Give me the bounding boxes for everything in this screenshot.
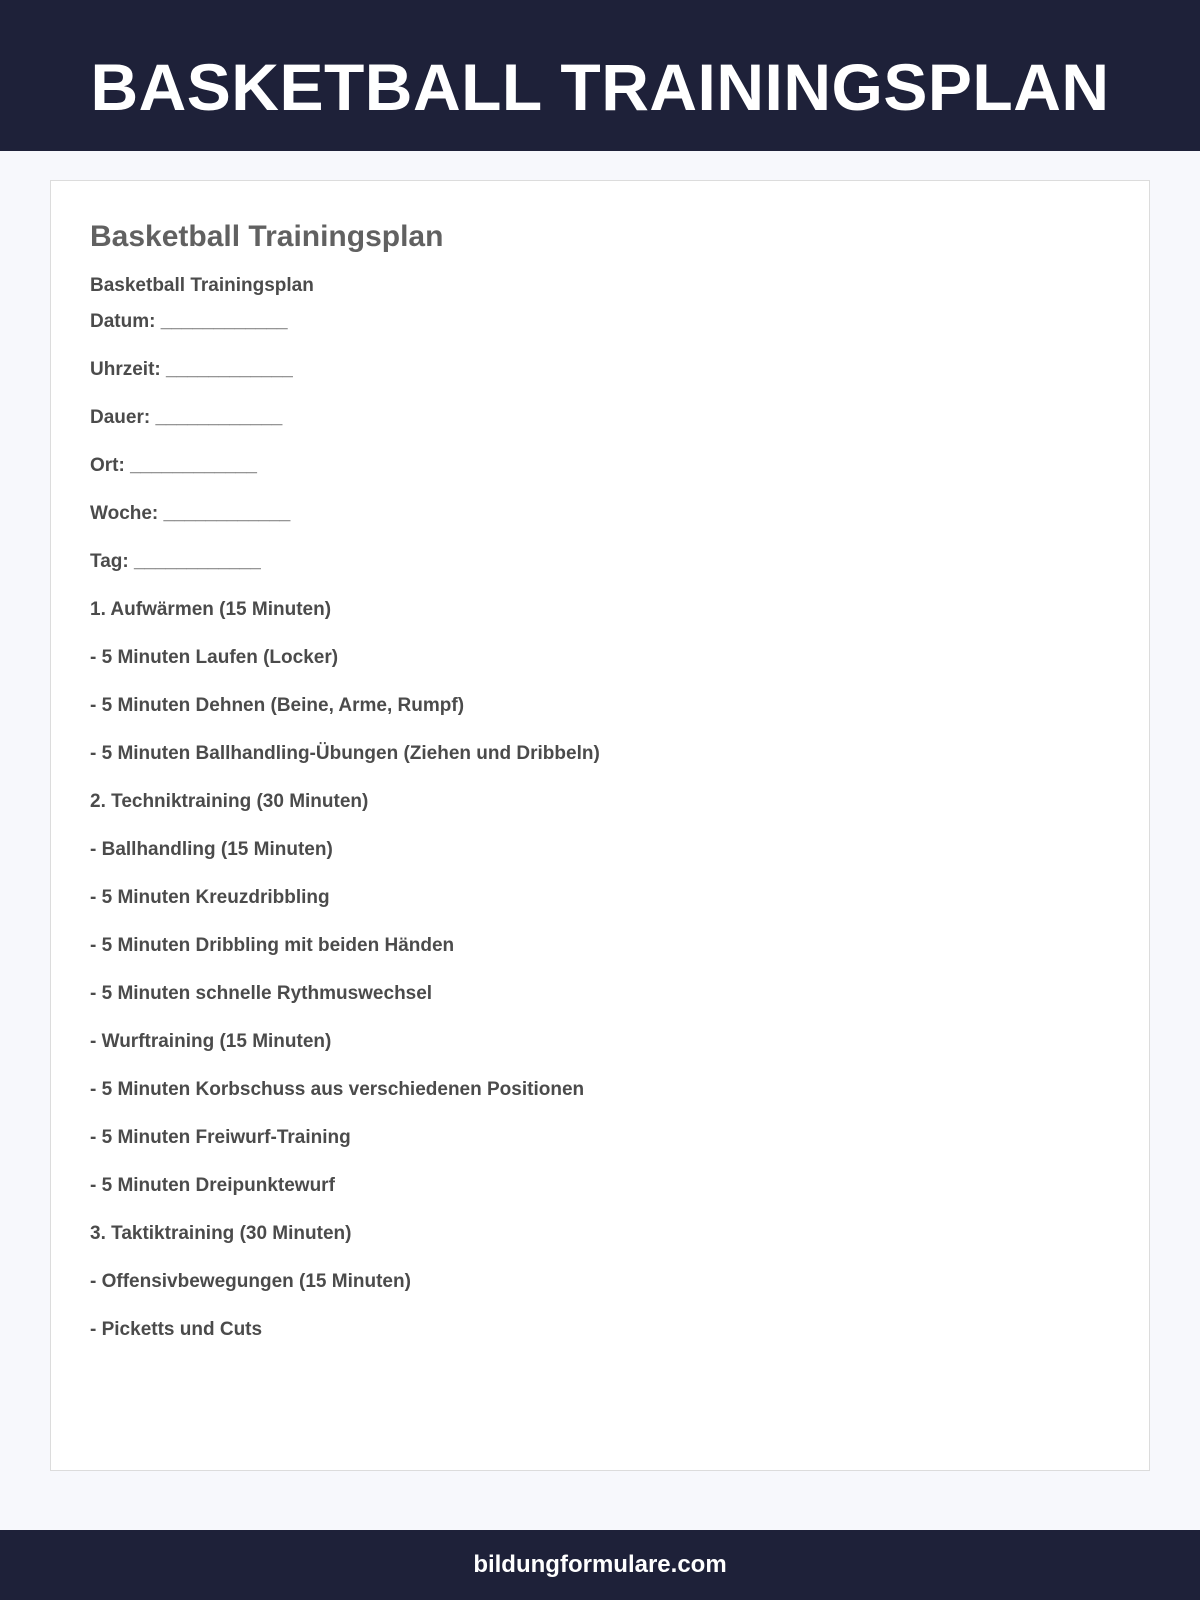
- list-item: - Picketts und Cuts: [90, 1319, 263, 1340]
- fields-group-schedule: [90, 502, 1110, 574]
- section-title: 3. Taktiktraining (30 Minuten): [90, 1223, 352, 1244]
- field-dauer: Dauer: ____________: [90, 407, 283, 428]
- page-header: [0, 0, 1200, 151]
- section-taktiktraining: [90, 1222, 1110, 1342]
- fields-group-event: [90, 310, 1110, 478]
- field-ort: Ort: ____________: [90, 455, 257, 476]
- list-item: - 5 Minuten Dreipunktewurf: [90, 1175, 335, 1196]
- list-item: - Ballhandling (15 Minuten): [90, 839, 333, 860]
- section-title: 2. Techniktraining (30 Minuten): [90, 791, 369, 812]
- list-item: - 5 Minuten schnelle Rythmuswechsel: [90, 983, 433, 1004]
- field-tag: Tag: ____________: [90, 551, 261, 572]
- section-techniktraining: [90, 790, 1110, 1198]
- field-uhrzeit: Uhrzeit: ____________: [90, 359, 293, 380]
- document-subtitle: Basketball Trainingsplan: [90, 275, 314, 296]
- list-item: - 5 Minuten Ballhandling-Übungen (Ziehen und Dribbeln): [90, 743, 600, 764]
- document-heading: Basketball Trainingsplan: [90, 220, 444, 253]
- list-item: - 5 Minuten Korbschuss aus verschiedenen Positionen: [90, 1079, 585, 1100]
- list-item: - 5 Minuten Kreuzdribbling: [90, 887, 330, 908]
- list-item: - 5 Minuten Dribbling mit beiden Händen: [90, 935, 455, 956]
- page-title: BASKETBALL TRAININGSPLAN: [90, 49, 1110, 124]
- field-datum: Datum: ____________: [90, 311, 288, 332]
- page-footer: [0, 1530, 1200, 1600]
- section-title: 1. Aufwärmen (15 Minuten): [90, 599, 332, 620]
- section-aufwaermen: [90, 598, 1110, 766]
- document-card: [50, 180, 1150, 1471]
- document-body: [90, 274, 1110, 1342]
- list-item: - 5 Minuten Laufen (Locker): [90, 647, 339, 668]
- list-item: - 5 Minuten Dehnen (Beine, Arme, Rumpf): [90, 695, 465, 716]
- list-item: - 5 Minuten Freiwurf-Training: [90, 1127, 351, 1148]
- footer-site-name: bildungformulare.com: [473, 1551, 727, 1578]
- list-item: - Offensivbewegungen (15 Minuten): [90, 1271, 411, 1292]
- field-woche: Woche: ____________: [90, 503, 291, 524]
- list-item: - Wurftraining (15 Minuten): [90, 1031, 332, 1052]
